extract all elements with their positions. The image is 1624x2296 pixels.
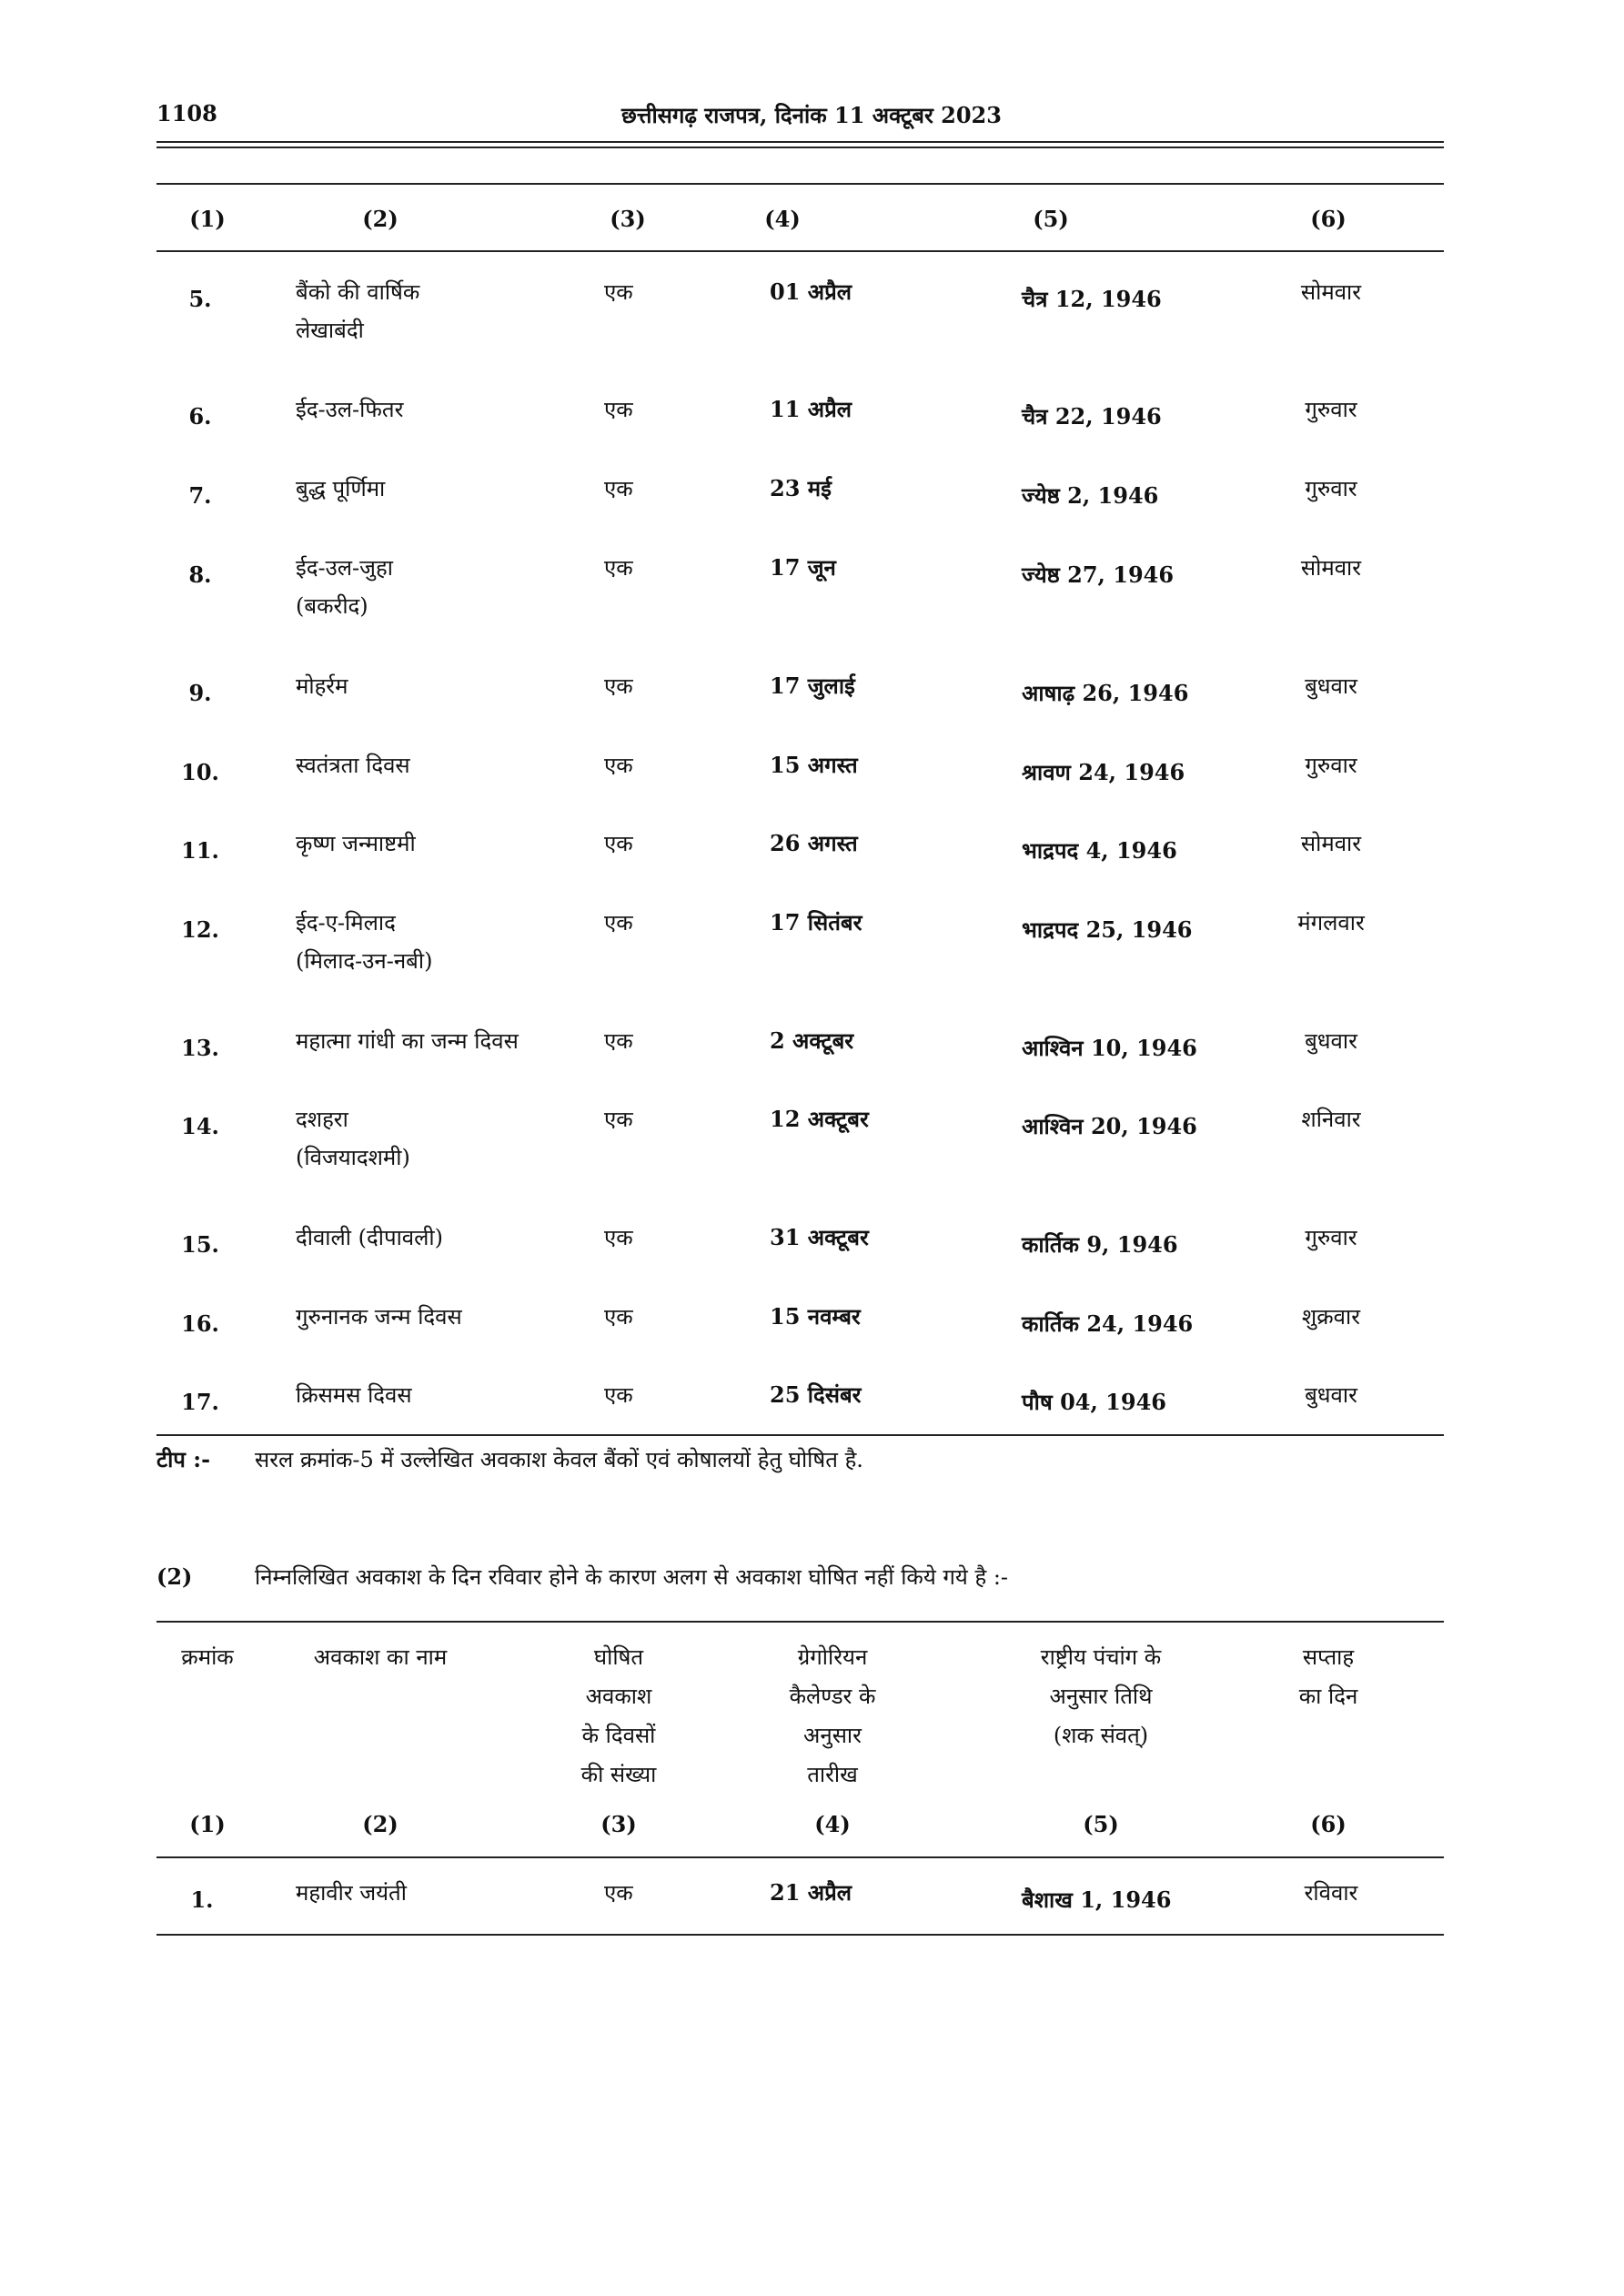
note-text: सरल क्रमांक-5 में उल्लेखित अवकाश केवल बैंकों एवं कोषालयों हेतु घोषित है. (255, 1447, 863, 1472)
table1-header-rule (156, 250, 1444, 252)
table1-top-rule (156, 183, 1444, 185)
gregorian-date: 17 जुलाई (770, 673, 855, 699)
table1-colnum: (6) (1310, 206, 1347, 232)
table2-top-rule (156, 1621, 1444, 1623)
holiday-days: एक (604, 476, 633, 501)
table2-colnum: (2) (362, 1811, 398, 1837)
shaka-date: भाद्रपद 25, 1946 (1022, 916, 1193, 943)
table2-header-cell: अवकाश का नाम (313, 1644, 448, 1670)
holiday-days: एक (604, 279, 633, 305)
holiday-name: (विजयादशमी) (296, 1145, 410, 1170)
holiday-name: लेखाबंदी (296, 318, 364, 343)
shaka-date: पौष 04, 1946 (1022, 1389, 1166, 1415)
row-serial: 15. (181, 1231, 219, 1258)
row-serial: 8. (188, 561, 212, 588)
holiday-name: बैंको की वार्षिक (296, 279, 420, 305)
shaka-date: श्रावण 24, 1946 (1022, 759, 1185, 785)
row-serial: 1. (190, 1886, 214, 1913)
holiday-days: एक (604, 673, 633, 699)
holiday-days: एक (604, 1880, 633, 1906)
holiday-name: (मिलाद-उन-नबी) (296, 948, 433, 974)
table2-colnum: (3) (600, 1811, 637, 1837)
holiday-days: एक (604, 910, 633, 936)
table2-header-cell: अनुसार (803, 1723, 862, 1748)
gregorian-date: 2 अक्टूबर (770, 1027, 854, 1054)
gregorian-date: 15 अगस्त (770, 752, 858, 778)
section2-number: (2) (156, 1563, 193, 1590)
holiday-days: एक (604, 1028, 633, 1054)
row-serial: 9. (188, 680, 212, 706)
table2-header-rule (156, 1856, 1444, 1858)
shaka-date: ज्येष्ठ 2, 1946 (1022, 482, 1159, 509)
table1-colnum: (2) (362, 206, 398, 232)
table1-bottom-rule (156, 1434, 1444, 1436)
holiday-days: एक (604, 1382, 633, 1408)
table2-colnum: (5) (1083, 1811, 1119, 1837)
row-serial: 7. (188, 482, 212, 509)
gregorian-date: 01 अप्रैल (770, 278, 852, 305)
row-serial: 14. (181, 1113, 219, 1139)
table2-header-cell: क्रमांक (181, 1644, 234, 1670)
table2-header-cell: ग्रेगोरियन (797, 1644, 868, 1670)
shaka-date: आश्विन 10, 1946 (1022, 1035, 1197, 1061)
holiday-days: एक (604, 1225, 633, 1250)
table2-header-cell: की संख्या (580, 1762, 657, 1787)
holiday-name: ईद-उल-जुहा (296, 555, 393, 581)
table1-colnum: (5) (1033, 206, 1069, 232)
weekday: बुधवार (1305, 1028, 1357, 1054)
weekday: गुरुवार (1305, 476, 1357, 501)
header-rule-bottom (156, 147, 1444, 148)
gregorian-date: 17 जून (770, 554, 836, 581)
weekday: बुधवार (1305, 1382, 1357, 1408)
table2-colnum: (6) (1310, 1811, 1347, 1837)
table2-header-cell: (शक संवत्) (1053, 1723, 1149, 1748)
row-serial: 17. (181, 1389, 219, 1415)
section2-heading: निम्नलिखित अवकाश के दिन रविवार होने के कारण अलग से अवकाश घोषित नहीं किये गये है :- (255, 1564, 1009, 1590)
row-serial: 6. (188, 403, 212, 430)
table2-header-cell: राष्ट्रीय पंचांग के (1040, 1644, 1162, 1670)
row-serial: 11. (181, 837, 219, 864)
weekday: बुधवार (1305, 673, 1357, 699)
table2-header-cell: घोषित (593, 1644, 644, 1670)
holiday-name: क्रिसमस दिवस (296, 1382, 412, 1408)
shaka-date: कार्तिक 24, 1946 (1022, 1310, 1194, 1337)
gregorian-date: 23 मई (770, 475, 832, 501)
shaka-date: आश्विन 20, 1946 (1022, 1113, 1197, 1139)
holiday-name: महात्मा गांधी का जन्म दिवस (296, 1028, 519, 1054)
holiday-name: ईद-ए-मिलाद (296, 910, 396, 936)
table2-colnum: (1) (189, 1811, 226, 1837)
weekday: मंगलवार (1297, 910, 1365, 936)
holiday-name: मोहर्रम (296, 673, 348, 699)
holiday-name: (बकरीद) (296, 593, 368, 619)
gazette-title: छत्तीसगढ़ राजपत्र, दिनांक 11 अक्टूबर 2023 (621, 102, 1002, 128)
holiday-name: महावीर जयंती (296, 1880, 407, 1906)
table2-header-cell: अवकाश (585, 1684, 652, 1709)
gregorian-date: 21 अप्रैल (770, 1879, 852, 1906)
weekday: सोमवार (1300, 555, 1362, 581)
row-serial: 10. (181, 759, 219, 785)
shaka-date: ज्येष्ठ 27, 1946 (1022, 561, 1175, 588)
holiday-name: दीवाली (दीपावली) (296, 1225, 444, 1250)
holiday-days: एक (604, 753, 633, 778)
table2-header-cell: का दिन (1298, 1684, 1358, 1709)
gregorian-date: 11 अप्रैल (770, 396, 852, 422)
holiday-name: बुद्ध पूर्णिमा (296, 476, 386, 501)
table2-header-cell: सप्ताह (1302, 1644, 1355, 1670)
gregorian-date: 17 सितंबर (770, 909, 862, 936)
gregorian-date: 12 अक्टूबर (770, 1106, 869, 1132)
holiday-days: एक (604, 1304, 633, 1330)
table2-header-cell: अनुसार तिथि (1049, 1684, 1153, 1709)
shaka-date: कार्तिक 9, 1946 (1022, 1231, 1178, 1258)
row-serial: 12. (181, 916, 219, 943)
shaka-date: आषाढ़ 26, 1946 (1022, 680, 1189, 706)
gregorian-date: 31 अक्टूबर (770, 1224, 869, 1250)
gregorian-date: 26 अगस्त (770, 830, 858, 856)
holiday-days: एक (604, 1107, 633, 1132)
holiday-name: ईद-उल-फितर (296, 397, 404, 422)
page-number: 1108 (156, 100, 217, 126)
holiday-name: गुरुनानक जन्म दिवस (296, 1304, 462, 1330)
shaka-date: चैत्र 22, 1946 (1022, 403, 1162, 430)
table1-colnum: (3) (610, 206, 646, 232)
shaka-date: चैत्र 12, 1946 (1022, 286, 1162, 312)
row-serial: 16. (181, 1310, 219, 1337)
weekday: सोमवार (1300, 279, 1362, 305)
table2-header-cell: कैलेण्डर के (789, 1684, 876, 1709)
holiday-name: कृष्ण जन्माष्टमी (296, 831, 416, 856)
table2-bottom-rule (156, 1934, 1444, 1936)
weekday: गुरुवार (1305, 1225, 1357, 1250)
weekday: रविवार (1304, 1880, 1358, 1906)
table2-header-cell: के दिवसों (581, 1723, 656, 1748)
gregorian-date: 25 दिसंबर (770, 1381, 862, 1408)
gregorian-date: 15 नवम्बर (770, 1303, 861, 1330)
note-label: टीप :- (156, 1446, 211, 1472)
holiday-days: एक (604, 831, 633, 856)
row-serial: 5. (188, 286, 212, 312)
table2-colnum: (4) (814, 1811, 851, 1837)
row-serial: 13. (181, 1035, 219, 1061)
header-rule-top (156, 141, 1444, 143)
table2-header-cell: तारीख (807, 1762, 858, 1787)
weekday: सोमवार (1300, 831, 1362, 856)
weekday: शनिवार (1301, 1107, 1361, 1132)
weekday: शुक्रवार (1301, 1304, 1361, 1330)
table1-colnum: (4) (764, 206, 801, 232)
table1-colnum: (1) (189, 206, 226, 232)
weekday: गुरुवार (1305, 753, 1357, 778)
holiday-name: स्वतंत्रता दिवस (296, 753, 410, 778)
shaka-date: बैशाख 1, 1946 (1022, 1886, 1172, 1913)
holiday-name: दशहरा (296, 1107, 348, 1132)
shaka-date: भाद्रपद 4, 1946 (1022, 837, 1177, 864)
holiday-days: एक (604, 397, 633, 422)
weekday: गुरुवार (1305, 397, 1357, 422)
holiday-days: एक (604, 555, 633, 581)
